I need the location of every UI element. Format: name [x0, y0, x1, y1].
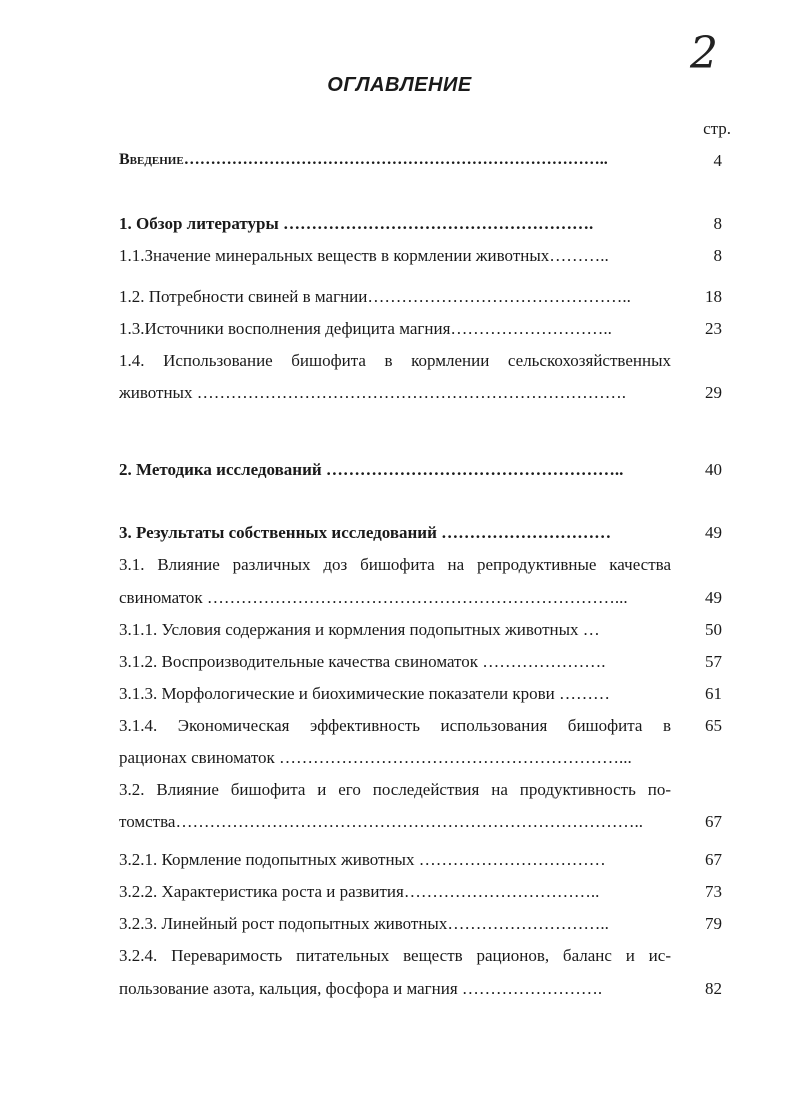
toc-entry: 3.1.1. Условия содержания и кормления подопытных животных …	[119, 620, 600, 639]
toc-page: 79	[705, 914, 722, 933]
toc-entry-introduction: Введение……………………………………………………………………..	[119, 151, 608, 168]
toc-page: 73	[705, 882, 722, 901]
toc-page: 29	[705, 383, 722, 402]
toc-entry: 1.4. Использование бишофита в кормлении сельскохозяйственных	[119, 351, 671, 370]
toc-page: 18	[705, 287, 722, 306]
toc-page: 65	[705, 716, 722, 735]
toc-entry: пользование азота, кальция, фосфора и магния …………………….	[119, 979, 603, 998]
toc-entry: 3.2.4. Переваримость питательных веществ рационов, баланс и ис-	[119, 946, 671, 965]
pages-column-label: стр.	[703, 119, 731, 138]
toc-page: 67	[705, 812, 722, 831]
toc-entry: 1.3.Источники восполнения дефицита магния………………………..	[119, 319, 612, 338]
toc-entry-chapter-1: 1. Обзор литературы ……………………………………………….	[119, 214, 594, 233]
toc-page: 50	[705, 620, 722, 639]
toc-entry-chapter-3: 3. Результаты собственных исследований …………………………	[119, 523, 612, 542]
toc-entry: 3.2.3. Линейный рост подопытных животных………………………..	[119, 914, 609, 933]
toc-page: 82	[705, 979, 722, 998]
toc-entry: томства………………………………………………………………………..	[119, 812, 643, 831]
toc-page: 8	[713, 246, 722, 265]
toc-entry: рационах свиноматок ……………………………………………………...	[119, 748, 632, 767]
page-title: ОГЛАВЛЕНИЕ	[327, 74, 472, 96]
toc-page: 67	[705, 850, 722, 869]
toc-entry-chapter-2: 2. Методика исследований ……………………………………………..	[119, 460, 624, 479]
toc-page: 40	[705, 460, 722, 479]
toc-entry: 3.1.4. Экономическая эффективность использования бишофита в	[119, 716, 671, 735]
toc-entry: 3.1.3. Морфологические и биохимические показатели крови ………	[119, 684, 610, 703]
toc-page: 8	[713, 214, 722, 233]
toc-entry: свиноматок ………………………………………………………………...	[119, 588, 628, 607]
toc-page: 57	[705, 652, 722, 671]
toc-entry: 1.2. Потребности свиней в магнии………………………………………..	[119, 287, 631, 306]
toc-entry: 3.2.1. Кормление подопытных животных ……………………………	[119, 850, 606, 869]
toc-entry: 3.2. Влияние бишофита и его последействия на продуктивность по-	[119, 780, 671, 799]
toc-entry: 3.2.2. Характеристика роста и развития……………………………..	[119, 882, 600, 901]
toc-entry: животных ………………………………………………………………….	[119, 383, 626, 402]
toc-entry: 3.1. Влияние различных доз бишофита на репродуктивные качества	[119, 555, 671, 574]
handwritten-page-number: 2	[690, 28, 718, 79]
toc-page: 49	[705, 523, 722, 542]
toc-entry: 1.1.Значение минеральных веществ в кормлении животных………..	[119, 246, 609, 265]
toc-page: 23	[705, 319, 722, 338]
toc-page: 49	[705, 588, 722, 607]
toc-page: 4	[713, 151, 722, 170]
toc-entry: 3.1.2. Воспроизводительные качества свиноматок ………………….	[119, 652, 606, 671]
toc-page: 61	[705, 684, 722, 703]
